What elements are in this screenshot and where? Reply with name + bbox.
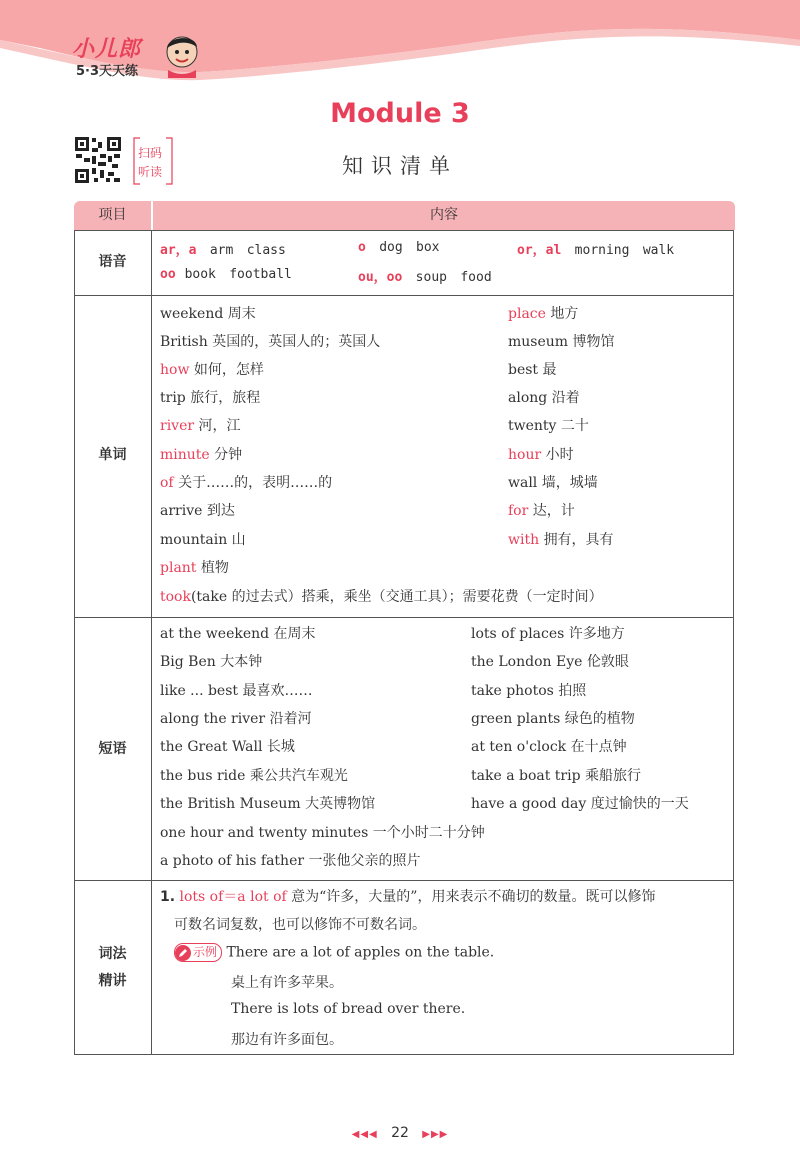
scan-to-listen-label — [132, 136, 174, 186]
header-item: 项目 — [74, 201, 151, 230]
word-entry: twenty 二十 — [508, 418, 589, 434]
phrase-entry: have a good day 度过愉快的一天 — [471, 796, 689, 812]
row-label-grammar-1: 词法 — [98, 946, 127, 962]
phrase-entry: the London Eye 伦敦眼 — [471, 654, 629, 670]
page-subtitle: 知识清单 — [342, 154, 458, 178]
pencil-icon — [175, 945, 191, 961]
row-label-phonics: 语音 — [98, 254, 127, 270]
phrase-entry: the bus ride 乘公共汽车观光 — [160, 768, 348, 784]
phrase-entry: along the river 沿着河 — [160, 711, 312, 727]
word-entry: British 英国的，英国人的；英国人 — [160, 334, 381, 350]
row-divider — [74, 880, 734, 881]
mascot-boy-icon — [160, 30, 204, 78]
word-entry: place 地方 — [508, 306, 579, 322]
qr-code-icon[interactable] — [74, 136, 122, 184]
word-entry: with 拥有，具有 — [508, 532, 614, 548]
next-arrows-icon: ▶▶▶ — [422, 1129, 449, 1140]
phrase-entry: at ten o'clock 在十点钟 — [471, 739, 627, 755]
word-entry: of 关于……的，表明……的 — [160, 475, 333, 491]
word-entry: how 如何，怎样 — [160, 362, 264, 378]
word-entry: museum 博物馆 — [508, 334, 615, 350]
phrase-entry: one hour and twenty minutes 一个小时二十分钟 — [160, 825, 485, 841]
word-entry: best 最 — [508, 362, 557, 378]
example-translation: 那边有许多面包。 — [231, 1032, 343, 1048]
grammar-point: 1. lots of＝a lot of 意为“许多，大量的”，用来表示不确切的数量。既可以修饰 — [160, 889, 656, 905]
row-label-phrases: 短语 — [98, 741, 127, 757]
phonics-item: o dog box — [358, 240, 440, 255]
phrase-entry: the Great Wall 长城 — [160, 739, 295, 755]
phonics-item: ou，oo soup food — [358, 270, 492, 285]
page-footer — [0, 1125, 800, 1141]
phrase-entry: take a boat trip 乘船旅行 — [471, 768, 642, 784]
page-title: Module 3 — [330, 98, 470, 129]
word-entry: hour 小时 — [508, 447, 574, 463]
word-entry: plant 植物 — [160, 560, 229, 576]
brand-series: 5·3天天练 — [76, 64, 139, 79]
word-entry: trip 旅行，旅程 — [160, 390, 261, 406]
example-sentence: There is lots of bread over there. — [231, 1001, 466, 1017]
phrase-entry: green plants 绿色的植物 — [471, 711, 635, 727]
row-divider — [74, 295, 734, 296]
scan-line1: 扫码 — [138, 146, 163, 160]
phonics-item: or，al morning walk — [517, 243, 675, 258]
brand-name: 小儿郎 — [72, 37, 142, 62]
column-divider — [151, 230, 152, 1055]
word-entry: wall 墙，城墙 — [508, 475, 598, 491]
grammar-point-continued: 可数名词复数，也可以修饰不可数名词。 — [174, 917, 426, 933]
phrase-entry: like ... best 最喜欢…… — [160, 683, 313, 699]
word-entry: mountain 山 — [160, 532, 246, 548]
header-content: 内容 — [153, 201, 735, 230]
word-entry: took(take 的过去式）搭乘，乘坐（交通工具）；需要花费（一定时间） — [160, 589, 603, 605]
example-translation: 桌上有许多苹果。 — [231, 975, 343, 991]
example-line: 示例 There are a lot of apples on the table. — [174, 943, 494, 962]
phrase-entry: lots of places 许多地方 — [471, 626, 625, 642]
scan-line2: 听读 — [138, 165, 163, 179]
row-label-words: 单词 — [98, 447, 127, 463]
word-entry: minute 分钟 — [160, 447, 243, 463]
phrase-entry: take photos 拍照 — [471, 683, 587, 699]
phrase-entry: at the weekend 在周末 — [160, 626, 316, 642]
page-number: 22 — [391, 1125, 409, 1141]
word-entry: weekend 周末 — [160, 306, 256, 322]
word-entry: arrive 到达 — [160, 503, 235, 519]
word-entry: for 达，计 — [508, 503, 575, 519]
row-divider — [74, 617, 734, 618]
phonics-item: ar，a arm class — [160, 243, 286, 258]
phonics-item: oo book football — [160, 267, 292, 282]
prev-arrows-icon: ◀◀◀ — [351, 1129, 378, 1140]
example-badge: 示例 — [174, 943, 222, 962]
word-entry: river 河，江 — [160, 418, 241, 434]
phrase-entry: a photo of his father 一张他父亲的照片 — [160, 853, 421, 869]
phrase-entry: Big Ben 大本钟 — [160, 654, 263, 670]
phrase-entry: the British Museum 大英博物馆 — [160, 796, 376, 812]
word-entry: along 沿着 — [508, 390, 580, 406]
row-label-grammar-2: 精讲 — [98, 973, 127, 989]
